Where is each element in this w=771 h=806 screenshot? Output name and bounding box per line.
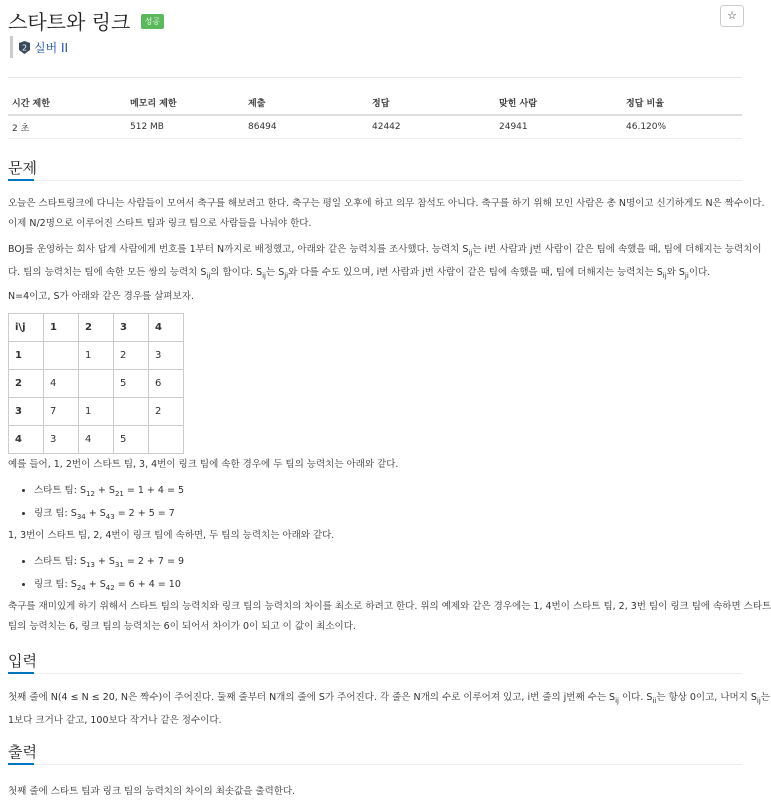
stats-header: 메모리 제한: [126, 90, 244, 115]
grid-cell: 2: [114, 342, 149, 370]
grid-cell: i\j: [9, 314, 44, 342]
section-title-output: 출력: [8, 743, 37, 761]
stats-header: 정답: [368, 90, 495, 115]
grid-cell: 3: [9, 398, 44, 426]
favorite-star-button[interactable]: [720, 5, 744, 27]
section-title-problem: 문제: [8, 159, 37, 177]
stats-header-row: [8, 90, 742, 115]
grid-cell: 5: [114, 370, 149, 398]
section-rule: [8, 764, 742, 765]
grid-cell: 5: [114, 426, 149, 454]
list-item: • 링크 팀: $S_{34} + S_{43} = 2 + 5 = 7$: [34, 504, 184, 527]
section-underline: [8, 672, 34, 674]
tier-label[interactable]: [10, 36, 68, 58]
problem-final-paragraph: 축구를 재미있게 하기 위해서 스타트 팀의 능력치와 링크 팀의 능력치의 차이를 최소로 하려고 한다. 위의 예제와 같은 경우에는 1, 4번이 스타트 팀, 2, 3번 팀이 링크 팀에 속하면 스타트 팀의 능력치는 6, 링크 팀의 능력치는 6이 되어서 차이가 0이 되고 이 값이 최소이다.: [8, 601, 771, 632]
star-icon: ☆: [727, 9, 737, 22]
grid-cell: 3: [114, 314, 149, 342]
divider: [8, 77, 742, 78]
stats-value: 24941: [495, 115, 622, 139]
list-item: • 스타트 팀: $S_{13} + S_{31} = 2 + 7 = 9$: [34, 552, 184, 575]
ability-grid: [8, 313, 184, 454]
grid-cell: [114, 398, 149, 426]
grid-row: [9, 342, 184, 370]
example-1-list: [8, 481, 184, 527]
example-2-list: [8, 552, 184, 598]
grid-cell: 1: [44, 314, 79, 342]
stats-value: 512 MB: [126, 115, 244, 139]
stats-header: 시간 제한: [8, 90, 126, 115]
stats-header: 제출: [244, 90, 368, 115]
grid-cell: 2: [149, 398, 184, 426]
silver-tier-icon: [19, 41, 30, 54]
grid-cell: [79, 370, 114, 398]
list-item: • 스타트 팀: $S_{12} + S_{21} = 1 + 4 = 5$: [34, 481, 184, 504]
grid-cell: 1: [79, 342, 114, 370]
grid-row: [9, 426, 184, 454]
stats-header: 맞힌 사람: [495, 90, 622, 115]
output-description: 첫째 줄에 스타트 팀과 링크 팀의 능력치의 차이의 최솟값을 출력한다.: [8, 786, 296, 797]
grid-cell: 4: [79, 426, 114, 454]
example-2-intro: 1, 3번이 스타트 팀, 2, 4번이 링크 팀에 속하면, 두 팀의 능력치는 아래와 같다.: [8, 530, 335, 541]
grid-row: [9, 398, 184, 426]
grid-cell: [149, 426, 184, 454]
section-rule: [8, 673, 742, 674]
section-underline: [8, 179, 34, 181]
grid-cell: 1: [79, 398, 114, 426]
grid-cell: 2: [79, 314, 114, 342]
stats-value: 46.120%: [622, 115, 742, 139]
stats-value: 2 초: [8, 115, 126, 139]
section-rule: [8, 180, 742, 181]
section-underline: [8, 763, 34, 765]
stats-value: 86494: [244, 115, 368, 139]
section-title-input: 입력: [8, 652, 37, 670]
status-badge: 성공: [141, 14, 164, 29]
grid-cell: 1: [9, 342, 44, 370]
stats-value: 42442: [368, 115, 495, 139]
grid-row: [9, 314, 184, 342]
stats-header: 정답 비율: [622, 90, 742, 115]
grid-row: [9, 370, 184, 398]
problem-title-text: 스타트와 링크: [8, 10, 131, 34]
stats-table: [8, 90, 742, 139]
problem-title: [8, 6, 164, 35]
problem-paragraph-3: N=4이고, S가 아래와 같은 경우를 살펴보자.: [8, 291, 194, 302]
grid-cell: 4: [149, 314, 184, 342]
example-1-intro: 예를 들어, 1, 2번이 스타트 팀, 3, 4번이 링크 팀에 속한 경우에 두 팀의 능력치는 아래와 같다.: [8, 459, 399, 470]
grid-cell: [44, 342, 79, 370]
grid-cell: 4: [44, 370, 79, 398]
grid-cell: 7: [44, 398, 79, 426]
svg-text:2: 2: [21, 43, 28, 52]
problem-paragraph-2: BOJ를 운영하는 회사 답게 사람에게 번호를 1부터 N까지로 배정했고, 아래와 같은 능력치를 조사했다. 능력치 $S_{ij}$는 i번 사람과 j번 사람이 같은 팀에 속했을 때, 팀에 더해지는 능력치이 다. 팀의 능력치는 팀에 속한 모든 쌍의 능력치 $S_{ij}$의 합이다. $S_{ij}$는 $S_{ji}$와 다를 수도 있으며, i번 사람과 j번 사람이 같은 팀에 속했을 때, 팀에 더해지는 능력치는 $S_{ij}$와 $S_{ji}$이다.: [8, 244, 762, 280]
list-item: • 링크 팀: $S_{24} + S_{42} = 6 + 4 = 10$: [34, 575, 184, 598]
input-description: 첫째 줄에 N(4 ≤ N ≤ 20, N은 짝수)이 주어진다. 둘째 줄부터 N개의 줄에 S가 주어진다. 각 줄은 N개의 수로 이루어져 있고, i번 줄의 j번째 수는 $S_{ij}$ 이다. $S_{ii}$는 항상 0이고, 나머지 $S_{ij}$는 1보다 크거나 같고, 100보다 작거나 같은 정수이다.: [8, 692, 770, 726]
grid-cell: 6: [149, 370, 184, 398]
grid-cell: 3: [149, 342, 184, 370]
problem-paragraph-1: 오늘은 스타트링크에 다니는 사람들이 모여서 축구를 해보려고 한다. 축구는 평일 오후에 하고 의무 참석도 아니다. 축구를 하기 위해 모인 사람은 총 N명이고 신기하게도 N은 짝수이다. 이제 N/2명으로 이루어진 스타트 팀과 링크 팀으로 사람들을 나눠야 한다.: [8, 198, 765, 229]
grid-cell: 2: [9, 370, 44, 398]
grid-cell: 4: [9, 426, 44, 454]
tier-text: 실버 II: [34, 40, 69, 55]
grid-cell: 3: [44, 426, 79, 454]
stats-value-row: [8, 115, 742, 139]
